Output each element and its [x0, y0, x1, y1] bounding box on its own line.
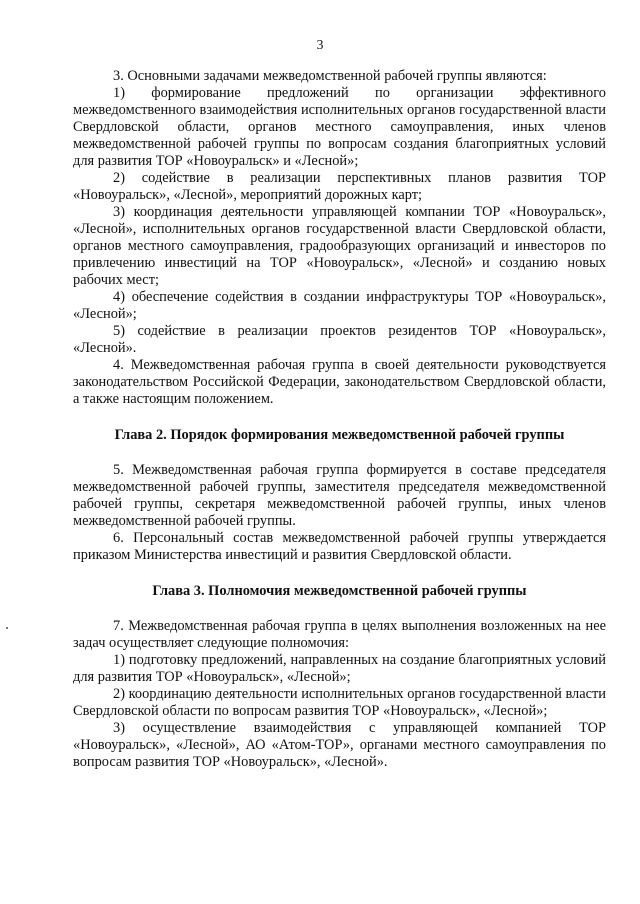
task-item-5: 5) содействие в реализации проектов резидентов ТОР «Новоуральск», «Лесной». — [73, 323, 606, 356]
paragraph-3-intro: 3. Основными задачами межведомственной рабочей группы являются: — [113, 68, 547, 84]
task-item-4: 4) обеспечение содействия в создании инфраструктуры ТОР «Новоуральск», «Лесной»; — [73, 289, 606, 322]
power-item-1: 1) подготовку предложений, направленных на создание благоприятных условий для развития ТОР «Новоуральск», «Лесной»; — [73, 652, 606, 685]
task-item-3: 3) координация деятельности управляющей компании ТОР «Новоуральск», «Лесной», исполнительных органов государственной власти Свердловской области, органов местного самоуправления, градообразующих организаций и инвесторов по привлечению инвестиций на ТОР «Новоуральск», «Лесной» и созданию новых рабочих мест; — [73, 204, 606, 288]
power-item-2: 2) координацию деятельности исполнительных органов государственной власти Свердловской области по вопросам развития ТОР «Новоуральск», «Лесной»; — [73, 686, 606, 719]
page-number: 3 — [316, 38, 324, 53]
paragraph-5: 5. Межведомственная рабочая группа формируется в составе председателя межведомственной рабочей группы, заместителя председателя межведомственной рабочей группы, секретаря межведомственной рабочей группы, иных членов межведомственной рабочей группы. — [73, 462, 606, 529]
document-body — [73, 68, 606, 771]
paragraph-7: 7. Межведомственная рабочая группа в целях выполнения возложенных на нее задач осуществляет следующие полномочия: — [73, 618, 606, 651]
paragraph-4: 4. Межведомственная рабочая группа в своей деятельности руководствуется законодательством Российской Федерации, законодательством Свердловской области, а также настоящим положением. — [73, 357, 606, 407]
scan-speck — [6, 627, 8, 629]
chapter-2-heading: Глава 2. Порядок формирования межведомственной рабочей группы — [114, 427, 565, 443]
task-item-2: 2) содействие в реализации перспективных планов развития ТОР «Новоуральск», «Лесной», мероприятий дорожных карт; — [73, 170, 606, 203]
task-item-1: 1) формирование предложений по организации эффективного межведомственного взаимодействия исполнительных органов государственной власти Свердловской области, органов местного самоуправления, иных членов межведомственной рабочей группы по вопросам создания благоприятных условий для развития ТОР «Новоуральск» и «Лесной»; — [73, 85, 606, 169]
power-item-3: 3) осуществление взаимодействия с управляющей компанией ТОР «Новоуральск», «Лесной», АО «Атом-ТОР», органами местного самоуправления по вопросам развития ТОР «Новоуральск», «Лесной». — [73, 720, 606, 770]
chapter-3-heading: Глава 3. Полномочия межведомственной рабочей группы — [152, 583, 527, 599]
paragraph-6: 6. Персональный состав межведомственной рабочей группы утверждается приказом Министерства инвестиций и развития Свердловской области. — [73, 530, 606, 563]
